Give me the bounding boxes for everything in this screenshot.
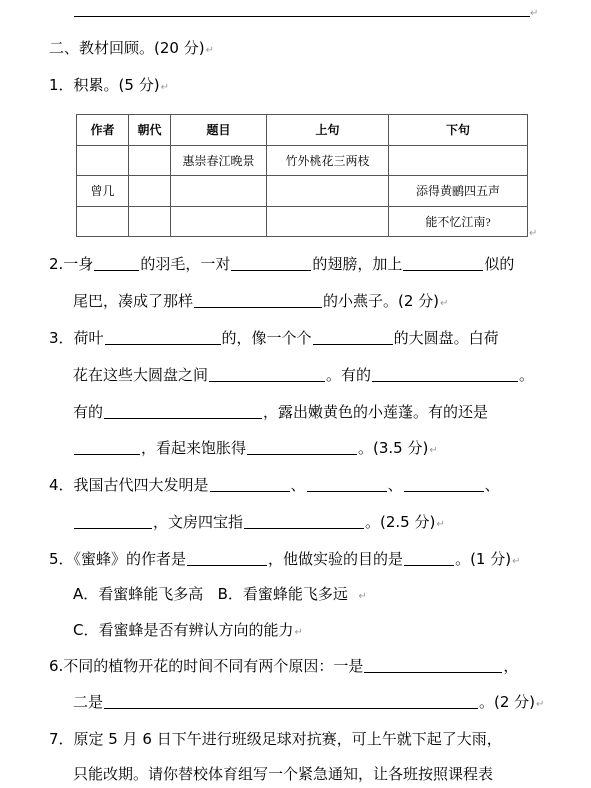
paragraph-mark: ↵ (205, 45, 214, 56)
q4-text: ，文房四宝指 (153, 513, 244, 531)
paragraph-mark: ↵ (536, 699, 545, 710)
q2-line-1 (49, 254, 514, 274)
table-row (77, 176, 528, 207)
option-a[interactable]: A．看蜜蜂能飞多高 (73, 585, 204, 603)
table-cell[interactable] (171, 176, 267, 207)
answer-blank[interactable] (210, 476, 290, 492)
table-cell: 惠崇春江晚景 (171, 145, 267, 176)
table-cell: 添得黄鹂四五声 (389, 176, 528, 207)
q5-text: ，他做实验的目的是 (268, 550, 404, 568)
answer-blank[interactable] (231, 255, 311, 271)
paragraph-mark: ↵ (440, 298, 449, 309)
table-row (77, 206, 528, 237)
table-cell[interactable] (267, 206, 389, 237)
table-cell: 竹外桃花三两枝 (267, 145, 389, 176)
paragraph-mark: ↵ (358, 591, 367, 602)
answer-blank[interactable] (307, 476, 387, 492)
answer-blank[interactable] (372, 366, 518, 382)
q3-text: 3．荷叶 (49, 329, 104, 347)
answer-blank[interactable] (105, 329, 221, 345)
q3-line-3 (73, 402, 488, 422)
paragraph-mark: ↵ (294, 627, 303, 638)
table-cell[interactable] (129, 206, 171, 237)
answer-blank[interactable] (244, 513, 364, 529)
q3-line-4 (73, 438, 438, 461)
q6-text: 。(2 分) (479, 693, 536, 711)
paragraph-mark: ↵ (512, 556, 521, 567)
header-title: 题目 (171, 115, 267, 146)
q4-text: 、 (387, 476, 403, 494)
answer-blank[interactable] (209, 366, 325, 382)
q3-text: ，露出嫩黄色的小莲蓬。有的还是 (263, 403, 489, 421)
q6-line-2 (73, 692, 544, 715)
q1-title-text: 1．积累。(5 分) (49, 76, 160, 94)
q2-text: 的小燕子。(2 分) (323, 292, 440, 310)
header-author: 作者 (77, 115, 129, 146)
q5-option-c-line (73, 620, 303, 643)
q5-text: 5．《蜜蜂》的作者是 (49, 550, 187, 568)
q3-text: 。有的 (326, 366, 372, 384)
table-cell[interactable] (171, 206, 267, 237)
answer-blank[interactable] (247, 439, 357, 455)
q7-line-2 (73, 764, 493, 784)
table-cell[interactable] (77, 206, 129, 237)
q2-text: 2.一身 (49, 255, 94, 273)
table-cell: 曾几 (77, 176, 129, 207)
q2-line-2 (73, 291, 448, 314)
table-cell[interactable] (267, 176, 389, 207)
q6-text: ， (503, 657, 519, 675)
paragraph-mark: ↵ (160, 82, 169, 93)
option-c[interactable]: C．看蜜蜂是否有辨认方向的能力 (73, 621, 294, 639)
section-title (49, 38, 214, 61)
q1-title (49, 75, 169, 98)
table-cell[interactable] (77, 145, 129, 176)
answer-blank[interactable] (403, 255, 483, 271)
q5-options (73, 584, 367, 607)
q3-text: 的，像一个个 (221, 329, 312, 347)
answer-blank[interactable] (364, 657, 502, 673)
answer-line-top (74, 16, 530, 17)
q3-text: 。(3.5 分) (358, 439, 429, 457)
poetry-table (76, 114, 528, 237)
header-dynasty: 朝代 (129, 115, 171, 146)
q4-text: 4．我国古代四大发明是 (49, 476, 209, 494)
q5-line-1 (49, 549, 520, 572)
header-first-line: 上句 (267, 115, 389, 146)
answer-blank[interactable] (404, 550, 454, 566)
table-cell[interactable] (389, 145, 528, 176)
answer-blank[interactable] (104, 693, 478, 709)
header-second-line: 下句 (389, 115, 528, 146)
answer-blank[interactable] (94, 255, 139, 271)
q5-text: 。(1 分) (455, 550, 512, 568)
answer-blank[interactable] (313, 329, 393, 345)
section-title-text: 二、教材回顾。(20 分) (49, 39, 205, 57)
table-header-row (77, 115, 528, 146)
paragraph-mark: ↵ (436, 519, 445, 530)
q2-text: 似的 (484, 255, 515, 273)
q4-line-1 (49, 475, 500, 495)
q3-text: 的大圆盘。白荷 (393, 329, 499, 347)
q6-line-1 (49, 656, 518, 676)
q3-line-1 (49, 328, 499, 348)
q4-text: 、 (484, 476, 500, 494)
q7-line-1 (49, 729, 502, 749)
q3-text: 。 (519, 366, 535, 384)
q2-text: 的翅膀，加上 (312, 255, 403, 273)
answer-blank[interactable] (194, 292, 322, 308)
answer-blank[interactable] (74, 439, 140, 455)
q3-text: ，看起来饱胀得 (141, 439, 247, 457)
q6-text: 6.不同的植物开花的时间不同有两个原因：一是 (49, 657, 364, 675)
answer-blank[interactable] (104, 403, 262, 419)
answer-blank[interactable] (74, 513, 152, 529)
paragraph-mark: ↵ (429, 445, 438, 456)
q4-text: 。(2.5 分) (365, 513, 436, 531)
q3-line-2 (73, 365, 534, 385)
q4-text: 、 (290, 476, 306, 494)
q2-text: 尾巴，凑成了那样 (73, 292, 194, 310)
q3-text: 花在这些大圆盘之间 (73, 366, 209, 384)
table-row (77, 145, 528, 176)
answer-blank[interactable] (404, 476, 484, 492)
answer-blank[interactable] (187, 550, 267, 566)
q7-text: 只能改期。请你替校体育组写一个紧急通知，让各班按照课程表 (73, 765, 494, 783)
table-cell[interactable] (129, 145, 171, 176)
q7-text: 7．原定 5 月 6 日下午进行班级足球对抗赛，可上午就下起了大雨， (49, 730, 502, 748)
table-cell[interactable] (129, 176, 171, 207)
q3-text: 有的 (73, 403, 104, 421)
q4-line-2 (73, 512, 445, 535)
paragraph-mark: ↵ (530, 8, 539, 19)
q2-text: 的羽毛，一对 (140, 255, 231, 273)
q6-text: 二是 (73, 693, 104, 711)
table-cell: 能不忆江南? (389, 206, 528, 237)
option-b[interactable]: B．看蜜蜂能飞多远 (217, 585, 348, 603)
paragraph-mark: ↵ (529, 228, 538, 239)
